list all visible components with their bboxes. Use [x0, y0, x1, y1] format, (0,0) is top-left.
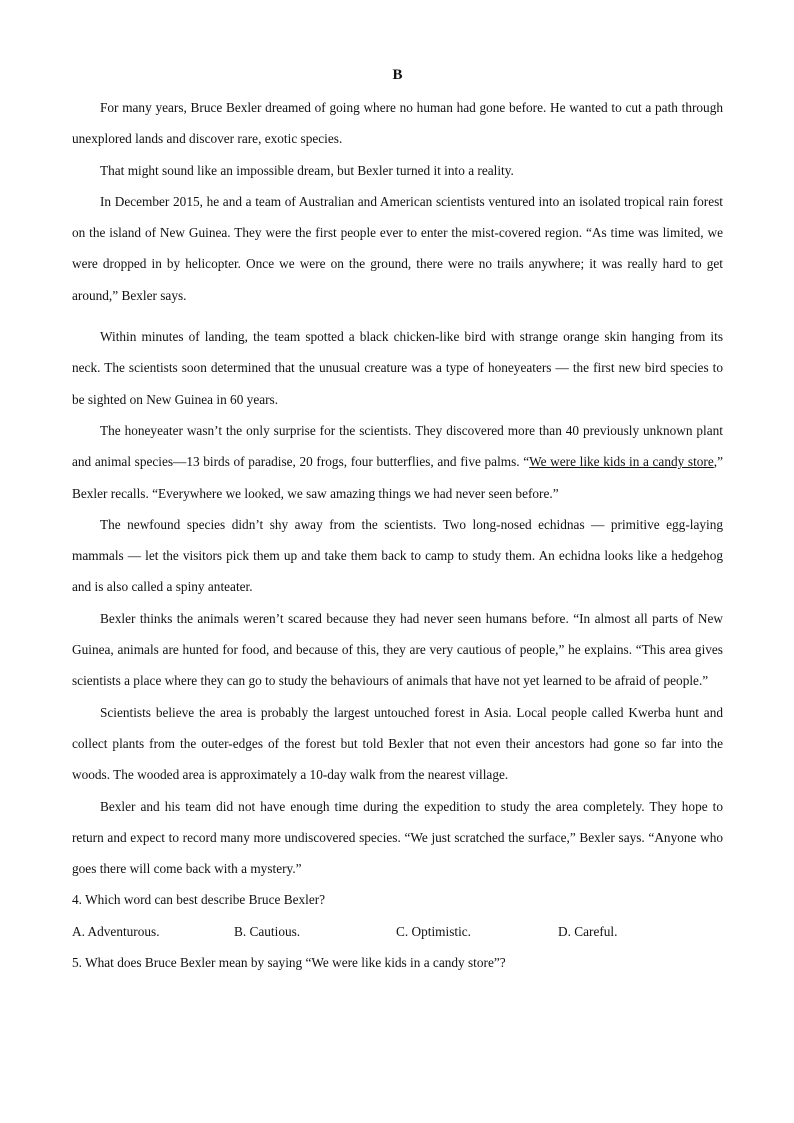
question-number: 4. — [72, 892, 82, 908]
paragraph: That might sound like an impossible dream, but Bexler turned it into a reality. — [100, 162, 514, 178]
underlined-quote: We were like kids in a candy store — [529, 454, 714, 470]
paragraph: Bexler thinks the animals weren’t scared because they had never seen humans before. “In almost all parts of New Guinea, animals are hunted for food, and because of this, they are very cautious of people,” he explains. “This area gives scientists a place where they can go to study the behaviours of animals that have not yet learned to be afraid of people.” — [72, 610, 723, 689]
option-b: B. Cautious. — [234, 923, 301, 939]
question-5 — [72, 947, 723, 978]
question-text: Which word can best describe Bruce Bexler? — [85, 892, 326, 908]
document-page — [72, 64, 723, 978]
option-c: C. Optimistic. — [396, 923, 471, 939]
question-number: 5. — [72, 955, 82, 971]
paragraph: Bexler and his team did not have enough time during the expedition to study the area completely. They hope to return and expect to record many more undiscovered species. “We just scratched the surface,” Bexler says. “Anyone who goes there will come back with a mystery.” — [72, 798, 723, 877]
section-label: B — [392, 67, 403, 83]
paragraph-text: The honeyeater wasn’t the only surprise for the scientists. They discovered more than 40 previously unknown plant and animal species—13 birds of paradise, 20 frogs, four butterflies, and five palms. “ — [72, 422, 723, 470]
paragraph: In December 2015, he and a team of Australian and American scientists ventured into an isolated tropical rain forest on the island of New Guinea. They were the first people ever to enter the mist-covered region. “As time was limited, we were dropped in by helicopter. Once we were on the ground, there were no trails anywhere; it was really hard to get around,” Bexler says. — [72, 193, 723, 303]
question-4 — [72, 884, 723, 915]
paragraph: Scientists believe the area is probably the largest untouched forest in Asia. Local people called Kwerba hunt and collect plants from the outer-edges of the forest but told Bexler that not even their ancestors had gone so far into the woods. The wooded area is approximately a 10-day walk from the nearest village. — [72, 704, 723, 783]
question-text: What does Bruce Bexler mean by saying “We were like kids in a candy store”? — [85, 955, 506, 971]
paragraph-text: ,” Bexler recalls. “Everywhere we looked, we saw amazing things we had never seen before.” — [72, 454, 723, 501]
option-a: A. Adventurous. — [72, 923, 160, 939]
option-d: D. Careful. — [558, 923, 618, 939]
paragraph: The newfound species didn’t shy away from the scientists. Two long-nosed echidnas — primitive egg-laying mammals — let the visitors pick them up and take them back to camp to study them. An echidna looks like a hedgehog and is also called a spiny anteater. — [72, 516, 723, 595]
paragraph: Within minutes of landing, the team spotted a black chicken-like bird with strange orange skin hanging from its neck. The scientists soon determined that the unusual creature was a type of honeyeaters — the first new bird species to be sighted on New Guinea in 60 years. — [72, 329, 723, 407]
answer-options — [72, 916, 723, 947]
paragraph: For many years, Bruce Bexler dreamed of going where no human had gone before. He wanted to cut a path through unexplored lands and discover rare, exotic species. — [72, 100, 723, 147]
paragraph-with-underline — [72, 415, 723, 509]
